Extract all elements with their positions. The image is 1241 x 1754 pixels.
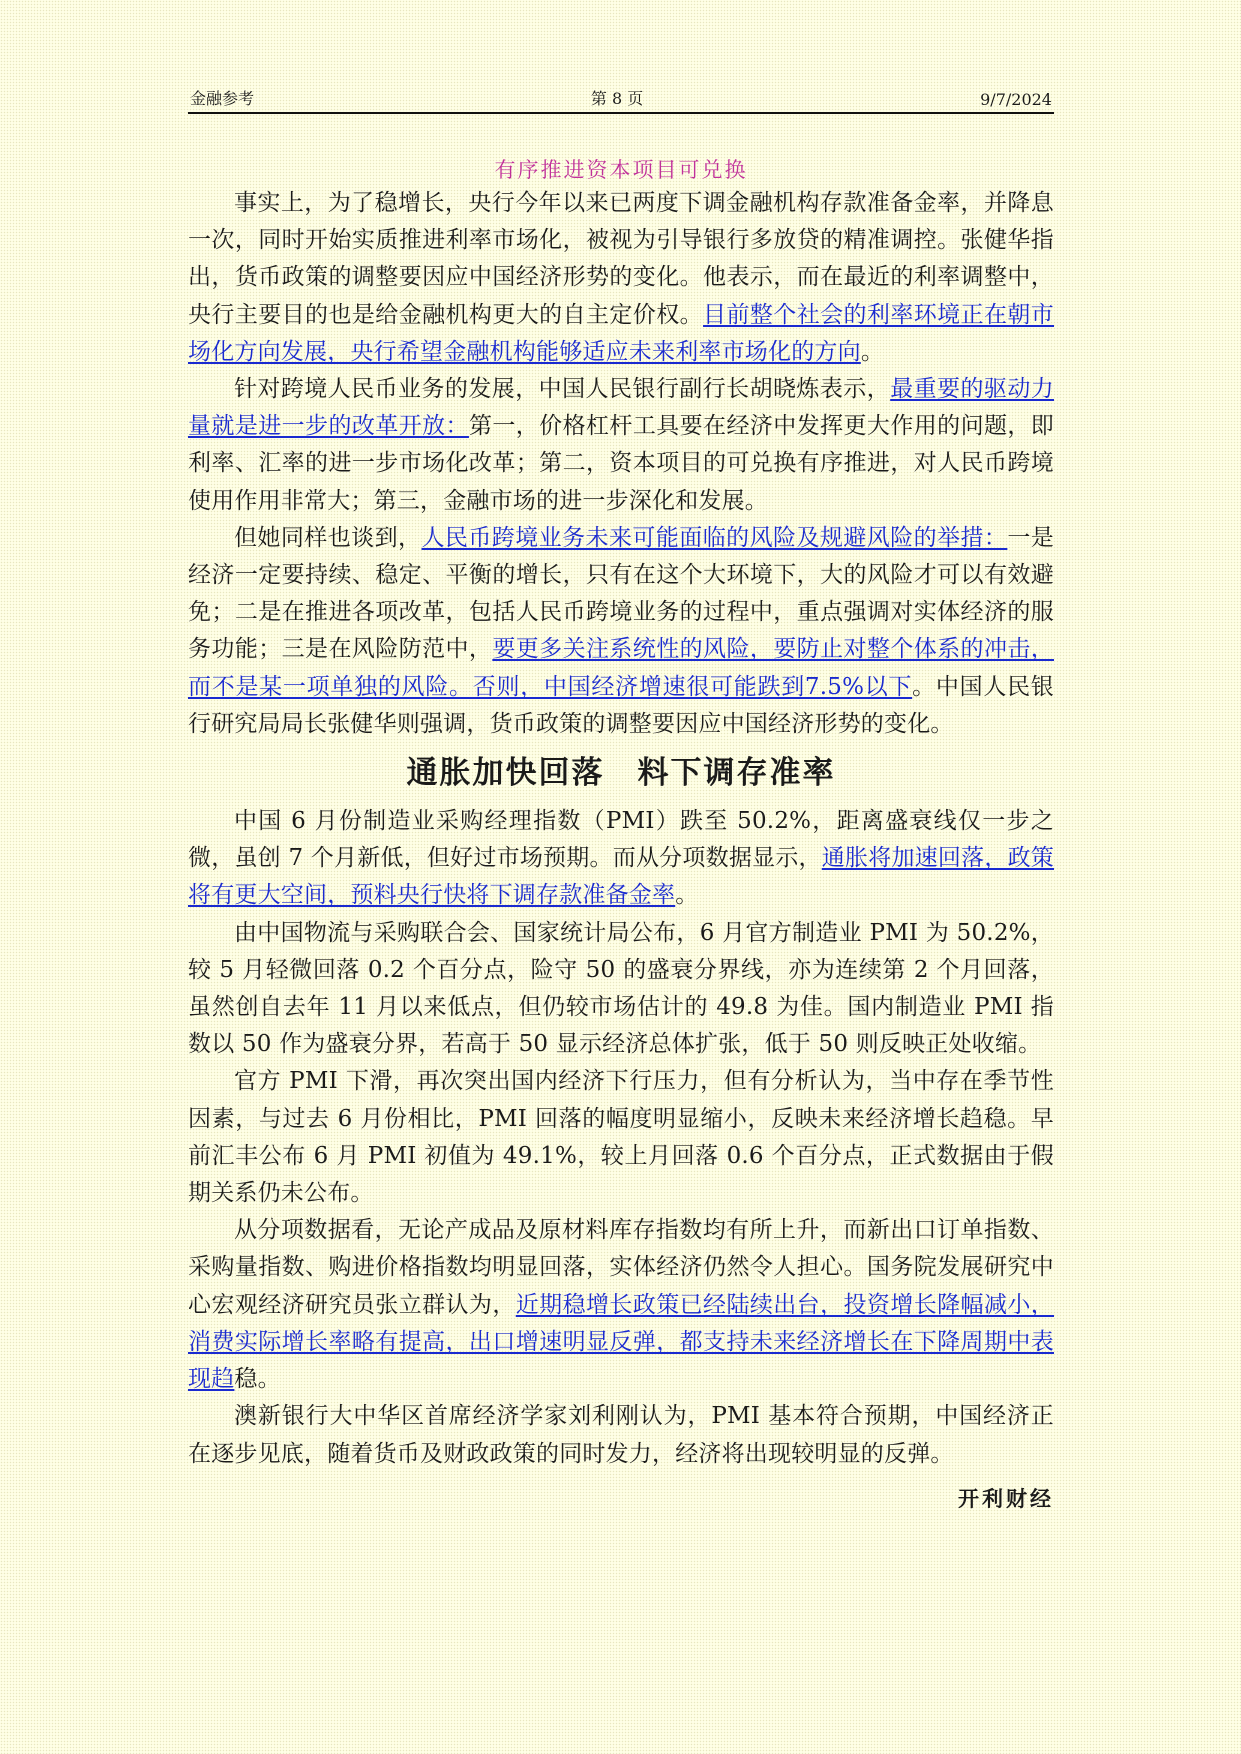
link-3[interactable]: 人民币跨境业务未来可能面临的风险及规避风险的举措：: [421, 524, 1008, 551]
link-5[interactable]: 通胀将加速回落，政策将有更大空间，预料央行快将下调存款准备金率: [188, 845, 1054, 909]
paragraph-3: 但她同样也谈到，人民币跨境业务未来可能面临的风险及规避风险的举措：一是经济一定要持续、稳定、平衡的增长，只有在这个大环境下，大的风险才可以有效避免；二是在推进各项改革，包括人民币跨境业务的过程中，重点强调对实体经济的服务功能；三是在风险防范中，要更多关注系统性的风险，要防止对整个体系的冲击，而不是某一项单独的风险。否则，中国经济增速很可能跌到7.5%以下。中国人民银行研究局局长张健华则强调，货币政策的调整要因应中国经济形势的变化。: [188, 524, 1054, 737]
paragraph-7: 从分项数据看，无论产成品及原材料库存指数均有所上升，而新出口订单指数、采购量指数、购进价格指数均明显回落，实体经济仍然令人担心。国务院发展研究中心宏观经济研究员张立群认为，近期稳增长政策已经陆续出台，投资增长降幅减小，消费实际增长率略有提高，出口增速明显反弹，都支持未来经济增长在下降周期中表现趋稳。: [188, 1217, 1054, 1393]
page-header: [188, 86, 1054, 114]
link-1[interactable]: 目前整个社会的利率环境正在朝市场化方向发展，央行希望金融机构能够适应未来利率市场化的方向: [188, 301, 1054, 365]
paragraph-6: 官方 PMI 下滑，再次突出国内经济下行压力，但有分析认为，当中存在季节性因素，与过去 6 月份相比，PMI 回落的幅度明显缩小，反映未来经济增长趋稳。早前汇丰公布 6 月 PMI 初值为 49.1%，较上月回落 0.6 个百分点，正式数据由于假期关系仍未公布。: [188, 1068, 1054, 1207]
header-date: 9/7/2024: [980, 90, 1052, 109]
paragraph-5: 由中国物流与采购联合会、国家统计局公布，6 月官方制造业 PMI 为 50.2%，较 5 月轻微回落 0.2 个百分点，险守 50 的盛衰分界线，亦为连续第 2 个月回落，虽然创自去年 11 月以来低点，但仍较市场估计的 49.8 为佳。国内制造业 PMI 指数以 50 作为盛衰分界，若高于 50 显示经济总体扩张，低于 50 则反映正处收缩。: [188, 919, 1054, 1058]
link-6[interactable]: 近期稳增长政策已经陆续出台，投资增长降幅减小，消费实际增长率略有提高，出口增速明显反弹，都支持未来经济增长在下降周期中表现趋: [188, 1291, 1054, 1393]
paragraph-1: 事实上，为了稳增长，央行今年以来已两度下调金融机构存款准备金率，并降息一次，同时开始实质推进利率市场化，被视为引导银行多放贷的精准调控。张健华指出，货币政策的调整要因应中国经济形势的变化。他表示，而在最近的利率调整中，央行主要目的也是给金融机构更大的自主定价权。目前整个社会的利率环境正在朝市场化方向发展，央行希望金融机构能够适应未来利率市场化的方向。: [188, 190, 1054, 365]
paragraph-2: 针对跨境人民币业务的发展，中国人民银行副行长胡晓炼表示，最重要的驱动力量就是进一步的改革开放：第一，价格杠杆工具要在经济中发挥更大作用的问题，即利率、汇率的进一步市场化改革；第二，资本项目的可兑换有序推进，对人民币跨境使用作用非常大；第三，金融市场的进一步深化和发展。: [188, 376, 1054, 514]
source-attribution: 开利财经: [958, 1485, 1054, 1511]
header-page-number: 第 8 页: [590, 89, 644, 108]
paragraph-4: 中国 6 月份制造业采购经理指数（PMI）跌至 50.2%，距离盛衰线仅一步之微，虽创 7 个月新低，但好过市场预期。而从分项数据显示，通胀将加速回落，政策将有更大空间，预料央行快将下调存款准备金率。: [188, 808, 1054, 909]
section-heading: 有序推进资本项目可兑换: [494, 158, 748, 182]
document-page: [188, 86, 1054, 1513]
article-title: 通胀加快回落 料下调存准率: [406, 755, 836, 792]
link-4[interactable]: 要更多关注系统性的风险，要防止对整个体系的冲击，而不是某一项单独的风险。否则，中国经济增速很可能跌到7.5%以下: [188, 636, 1054, 700]
paragraph-8: 澳新银行大中华区首席经济学家刘利刚认为，PMI 基本符合预期，中国经济正在逐步见底，随着货币及财政政策的同时发力，经济将出现较明显的反弹。: [188, 1403, 1054, 1467]
header-publication: 金融参考: [190, 89, 255, 108]
link-2[interactable]: 最重要的驱动力量就是进一步的改革开放：: [188, 376, 1054, 440]
